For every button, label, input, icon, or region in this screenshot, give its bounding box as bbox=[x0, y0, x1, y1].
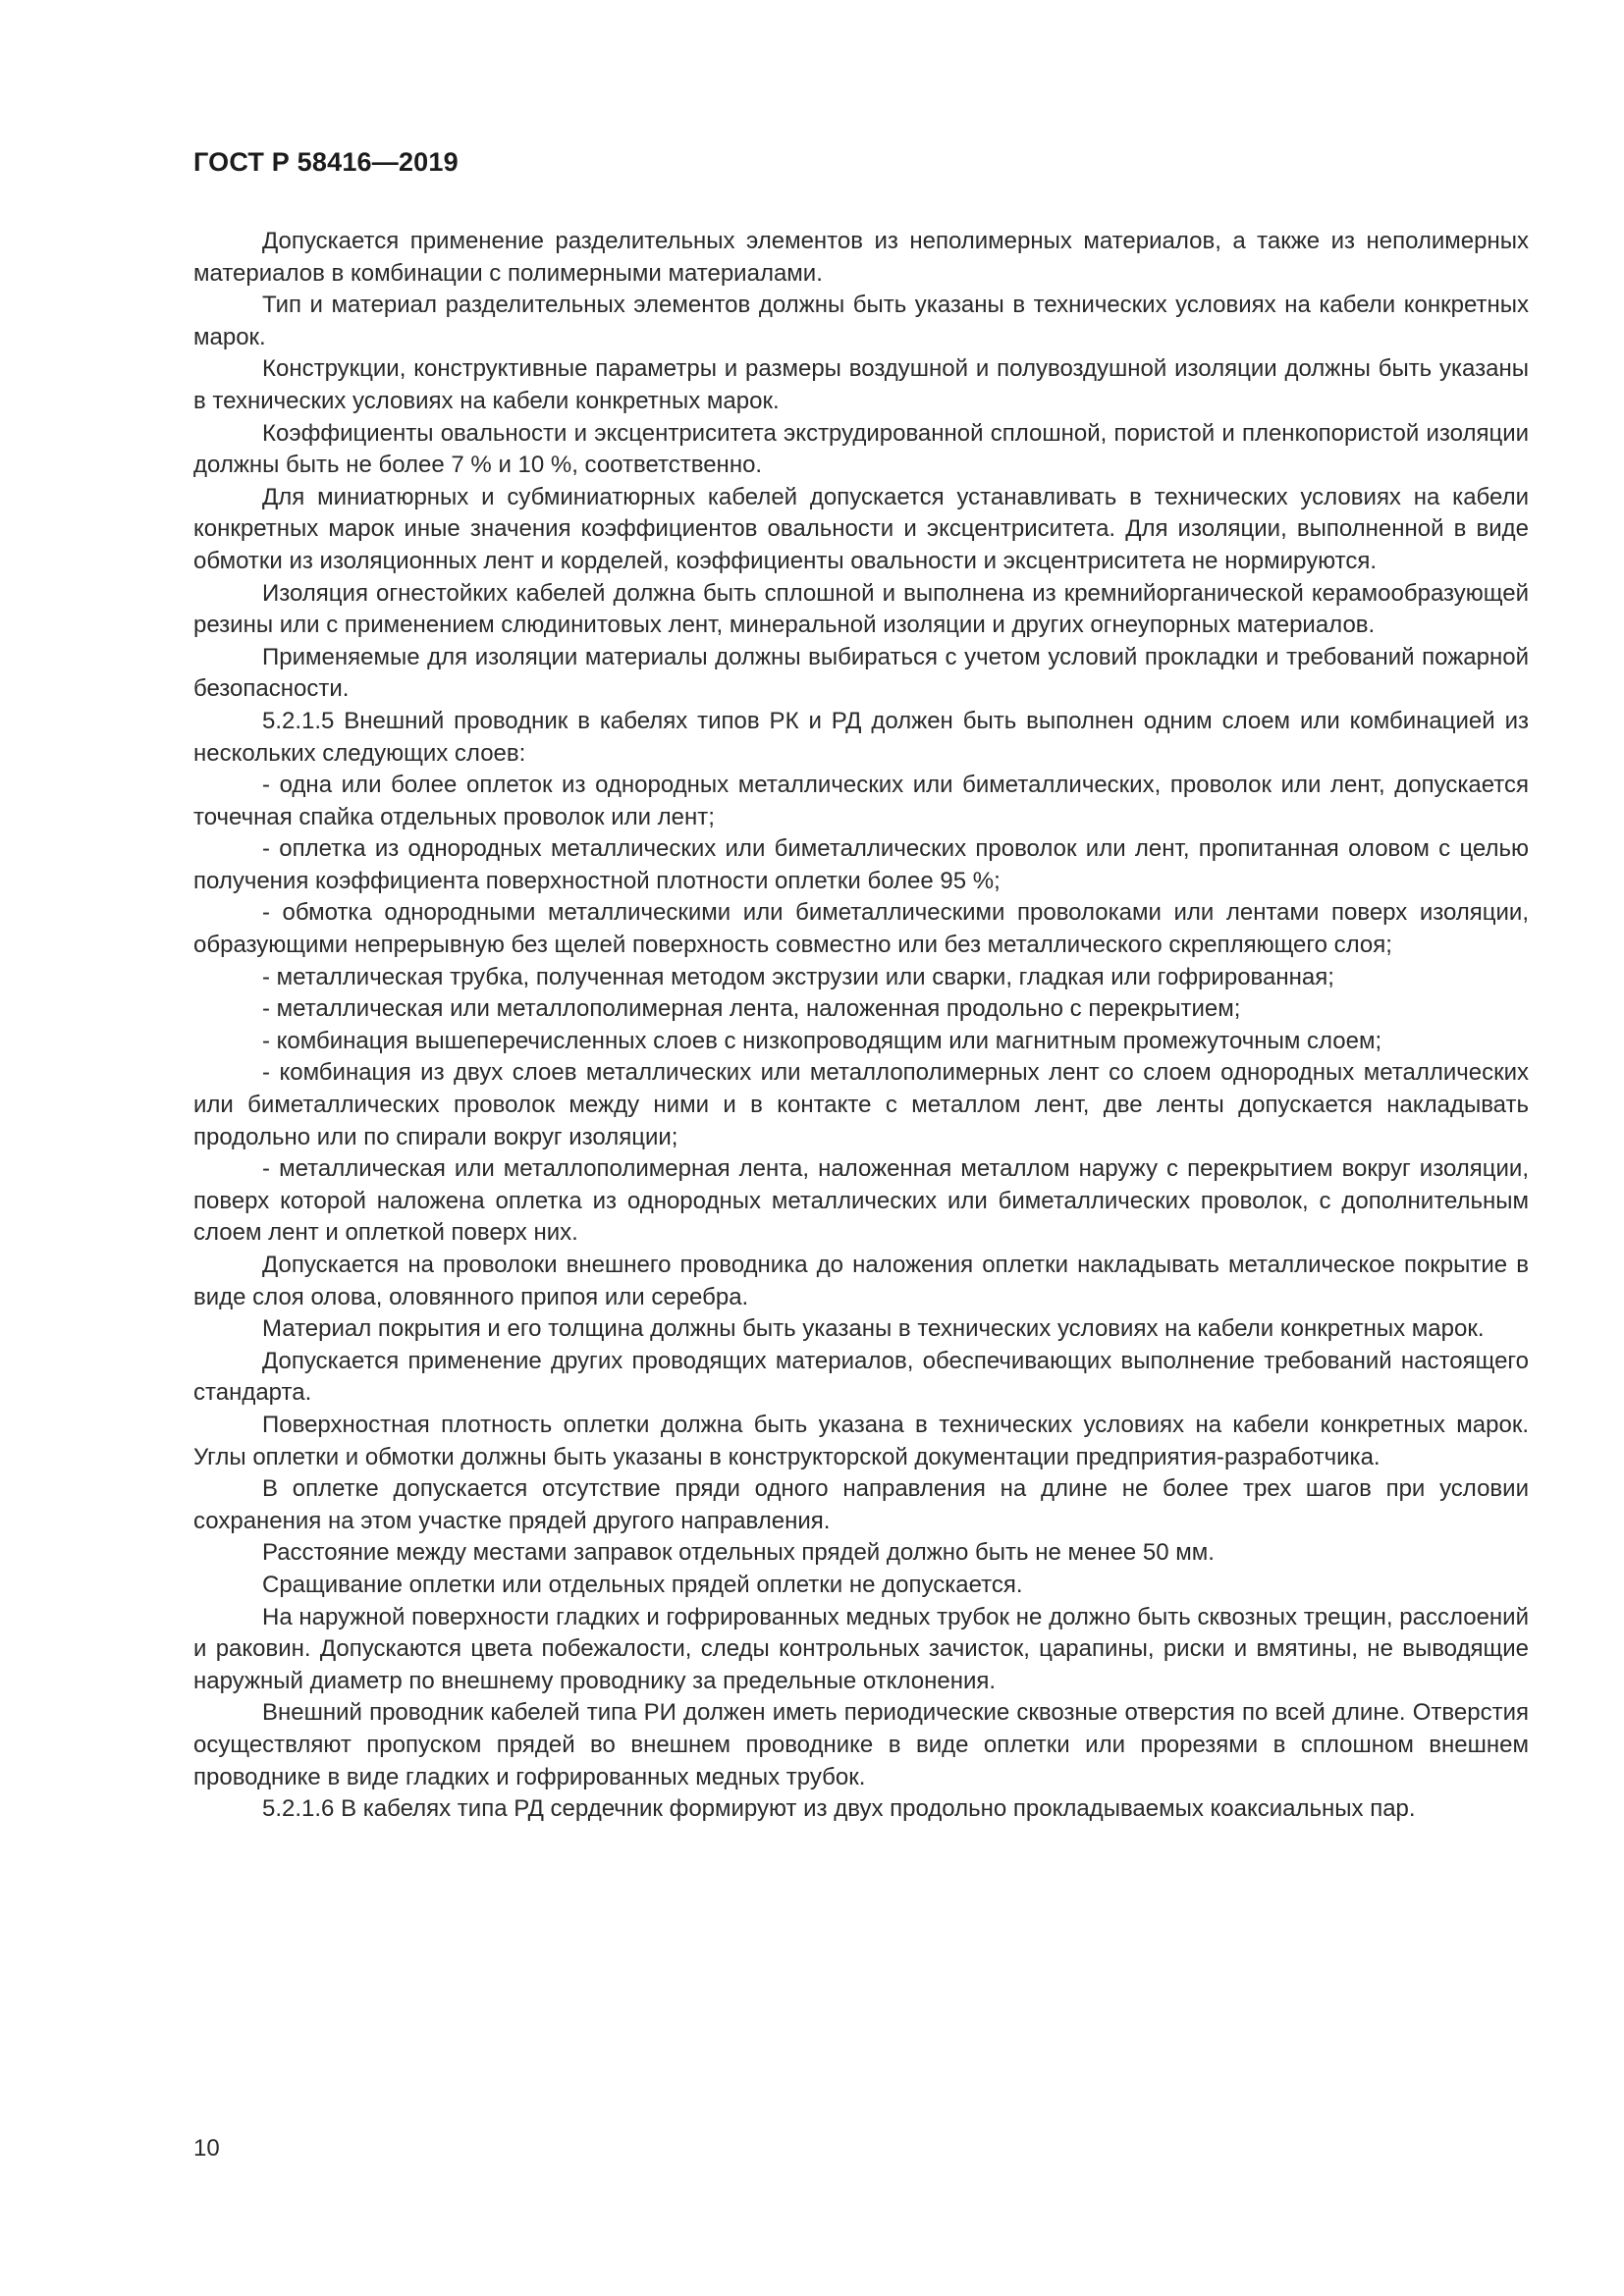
clause-5-2-1-5: 5.2.1.5 Внешний проводник в кабелях типов РК и РД должен быть выполнен одним слоем или комбинацией из нескольких следующих слоев: bbox=[193, 707, 1529, 767]
paragraph: Поверхностная плотность оплетки должна быть указана в технических условиях на кабели конкретных марок. Углы оплетки и обмотки должны быть указаны в конструкторской документации предприятия-разработчика. bbox=[193, 1411, 1529, 1470]
list-item: - комбинация вышеперечисленных слоев с низкопроводящим или магнитным промежуточным слоем; bbox=[262, 1027, 1382, 1054]
list-item: - одна или более оплеток из однородных металлических или биметаллических, проволок или лент, допускается точечная спайка отдельных проволок или лент; bbox=[193, 772, 1529, 830]
list-item: - металлическая или металлополимерная лента, наложенная металлом наружу с перекрытием вокруг изоляции, поверх которой наложена оплетка из однородных металлических или биметаллических проволок, с дополнительным слоем лент и оплеткой поверх них. bbox=[193, 1155, 1529, 1247]
document-code-header: ГОСТ Р 58416—2019 bbox=[193, 147, 459, 177]
paragraph: Допускается на проволоки внешнего проводника до наложения оплетки накладывать металлическое покрытие в виде слоя олова, оловянного припоя или серебра. bbox=[193, 1252, 1529, 1310]
list-item: - комбинация из двух слоев металлических или металлополимерных лент со слоем однородных металлических или биметаллических проволок между ними и в контакте с металлом лент, две ленты допускается накладывать продольно или по спирали вокруг изоляции; bbox=[193, 1059, 1529, 1150]
paragraph: Коэффициенты овальности и эксцентриситета экструдированной сплошной, пористой и пленкопористой изоляции должны быть не более 7 % и 10 %, соответственно. bbox=[193, 419, 1529, 479]
paragraph: Изоляция огнестойких кабелей должна быть сплошной и выполнена из кремнийорганической керамообразующей резины или с применением слюдинитовых лент, минеральной изоляции и других огнеупорных материалов. bbox=[193, 579, 1529, 639]
paragraph: Конструкции, конструктивные параметры и размеры воздушной и полувоздушной изоляции должны быть указаны в технических условиях на кабели конкретных марок. bbox=[193, 355, 1529, 414]
paragraph: Тип и материал разделительных элементов должны быть указаны в технических условиях на кабели конкретных марок. bbox=[193, 292, 1529, 350]
list-item: - оплетка из однородных металлических или биметаллических проволок или лент, пропитанная оловом с целью получения коэффициента поверхностной плотности оплетки более 95 %; bbox=[193, 835, 1529, 894]
paragraph: Допускается применение других проводящих материалов, обеспечивающих выполнение требований настоящего стандарта. bbox=[193, 1347, 1529, 1407]
list-item: - металлическая или металлополимерная лента, наложенная продольно с перекрытием; bbox=[262, 995, 1241, 1023]
paragraph: Сращивание оплетки или отдельных прядей оплетки не допускается. bbox=[262, 1571, 1023, 1598]
clause-5-2-1-6: 5.2.1.6 В кабелях типа РД сердечник формируют из двух продольно прокладываемых коаксиальных пар. bbox=[262, 1795, 1416, 1823]
paragraph: Материал покрытия и его толщина должны быть указаны в технических условиях на кабели конкретных марок. bbox=[262, 1315, 1485, 1343]
paragraph: На наружной поверхности гладких и гофрированных медных трубок не должно быть сквозных трещин, расслоений и раковин. Допускаются цвета побежалости, следы контрольных зачисток, царапины, риски и вмятины, не выводящие наружный диаметр по внешнему проводнику за предельные отклонения. bbox=[193, 1603, 1529, 1694]
paragraph: Внешний проводник кабелей типа РИ должен иметь периодические сквозные отверстия по всей длине. Отверстия осуществляют пропуском прядей во внешнем проводнике в виде оплетки или прорезями в сплошном внешнем проводнике в виде гладких и гофрированных медных трубок. bbox=[193, 1699, 1529, 1790]
list-item: - металлическая трубка, полученная методом экструзии или сварки, гладкая или гофрированная; bbox=[262, 963, 1334, 990]
page-number: 10 bbox=[193, 2135, 220, 2162]
paragraph: В оплетке допускается отсутствие пряди одного направления на длине не более трех шагов при условии сохранения на этом участке прядей другого направления. bbox=[193, 1475, 1529, 1534]
body-text bbox=[193, 226, 1529, 1826]
paragraph: Расстояние между местами заправок отдельных прядей должно быть не менее 50 мм. bbox=[262, 1539, 1215, 1567]
paragraph: Применяемые для изоляции материалы должны выбираться с учетом условий прокладки и требований пожарной безопасности. bbox=[193, 643, 1529, 703]
paragraph: Допускается применение разделительных элементов из неполимерных материалов, а также из неполимерных материалов в комбинации с полимерными материалами. bbox=[193, 228, 1529, 287]
list-item: - обмотка однородными металлическими или биметаллическими проволоками или лентами поверх изоляции, образующими непрерывную без щелей поверхность совместно или без металлического скрепляющего слоя; bbox=[193, 899, 1529, 959]
paragraph: Для миниатюрных и субминиатюрных кабелей допускается устанавливать в технических условиях на кабели конкретных марок иные значения коэффициентов овальности и эксцентриситета. Для изоляции, выполненной в виде обмотки из изоляционных лент и корделей, коэффициенты овальности и эксцентриситета не нормируются. bbox=[193, 483, 1529, 574]
